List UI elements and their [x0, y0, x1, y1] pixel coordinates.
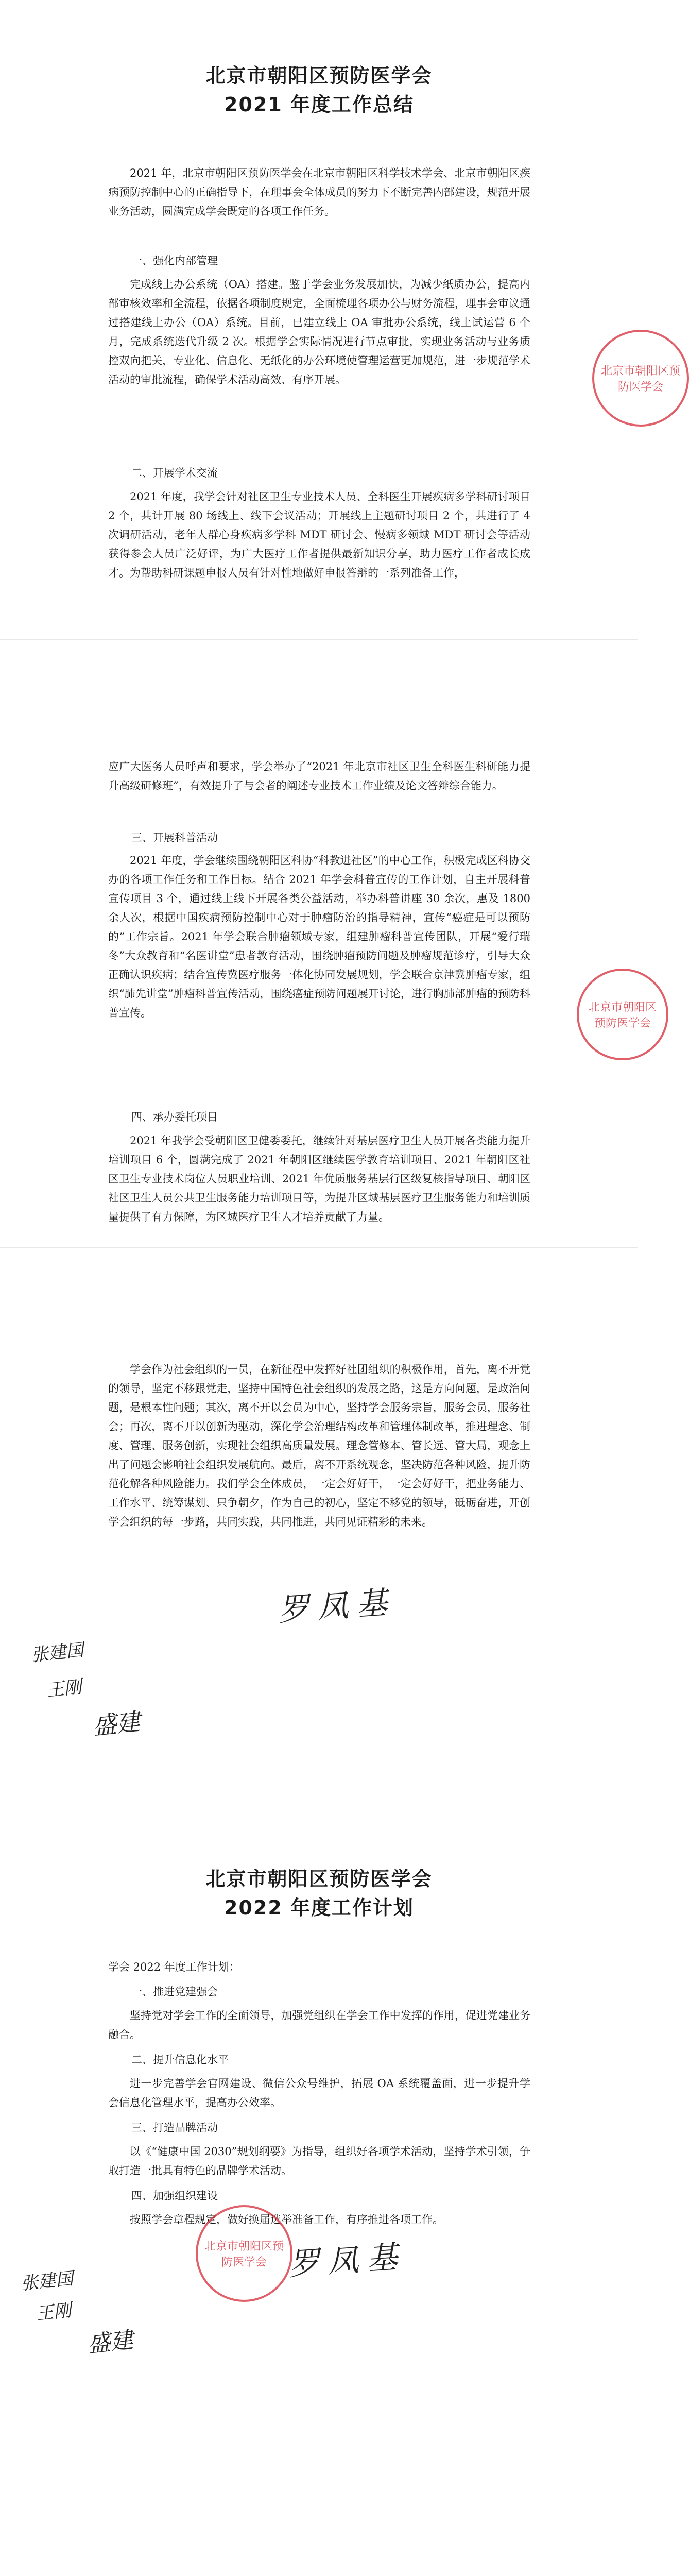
doc1-title-line2: 2021 年度工作总结	[224, 93, 414, 116]
page-break	[0, 639, 638, 640]
signature-name-2-2: 王刚	[35, 2300, 73, 2325]
red-seal-stamp-2	[577, 969, 668, 1060]
doc1-section2-text: 2021 年度，我学会针对社区卫生专业技术人员、全科医生开展疾病多学科研讨项目 2 个，共计开展 80 场线上、线下会议活动；开展线上主题研讨项目 2 个，共进行了 4 次调研活动，老年人群心身疾病多学科 MDT 研讨会、慢病多领域 MDT 研讨会等活动获得参会人员广泛好评，为广大医疗工作者提供最新知识分享，助力医疗工作者成长成才。为帮助科研课题申报人员有针对性地做好申报答辩的一系列准备工作，	[108, 490, 530, 579]
stamp-text-3: 北京市朝阳区预防医学会	[204, 2240, 284, 2269]
doc2-title-line2: 2022 年度工作计划	[224, 1896, 414, 1919]
doc2-section1-heading: 一、推进党建强会	[131, 1986, 218, 1998]
signature-name-1: 张建国	[30, 1639, 85, 1666]
doc2-section2-text: 进一步完善学会官网建设、微信公众号维护，拓展 OA 系统覆盖面，进一步提升学会信息化管理水平，提高办公效率。	[108, 2077, 530, 2109]
doc2-section3-heading: 三、打造品牌活动	[131, 2122, 218, 2134]
doc2-section1-text: 坚持党对学会工作的全面领导，加强党组织在学会工作中发挥的作用，促进党建业务融合。	[108, 2009, 530, 2041]
stamp-text: 北京市朝阳区预防医学会	[600, 365, 680, 394]
doc1-section2-heading: 二、开展学术交流	[131, 467, 218, 479]
doc2-section2-heading: 二、提升信息化水平	[131, 2054, 229, 2066]
stamp-text-2: 北京市朝阳区预防医学会	[588, 1001, 657, 1030]
doc2-title-line1: 北京市朝阳区预防医学会	[205, 1868, 433, 1890]
red-seal-stamp	[592, 330, 689, 427]
doc1-section3-heading: 三、开展科普活动	[131, 832, 218, 844]
signature-main-2: 罗凤基	[287, 2239, 407, 2283]
doc1-conclusion: 学会作为社会组织的一员，在新征程中发挥好社团组织的积极作用，首先，离不开党的领导，坚定不移跟党走，坚持中国特色社会组织的发展之路，这是方向问题，是政治问题，是根本性问题；其次，离不开以会员为中心，坚持学会服务宗旨，服务会员，服务社会；再次，离不开以创新为驱动，深化学会治理结构改革和管理体制改革，推进理念、制度、管理、服务创新，实现社会组织高质量发展。理念管修本、管长远、管大局，观念上出了问题会影响社会组织发展航向。最后，离不开系统观念，坚决防范各种风险，提升防范化解各种风险能力。我们学会全体成员，一定会好好干，一定会好好干，把业务能力、工作水平、统筹谋划、只争朝夕，作为自己的初心，坚定不移党的领导，砥砺奋进，开创学会组织的每一步路，共同实践，共同推进，共同见证精彩的未来。	[108, 1363, 530, 1528]
page-break-2	[0, 1247, 638, 1248]
doc2-section3-text: 以《“健康中国 2030”规划纲要》为指导，组织好各项学术活动，坚持学术引领，争取打造一批具有特色的品牌学术活动。	[108, 2145, 530, 2177]
doc1-section4-heading: 四、承办委托项目	[131, 1111, 218, 1123]
signature-name-2-3: 盛建	[87, 2327, 134, 2358]
signature-name-2: 王刚	[45, 1676, 83, 1701]
doc1-section2-continued: 应广大医务人员呼声和要求，学会举办了“2021 年北京市社区卫生全科医生科研能力提升高级研修班”，有效提升了与会者的阐述专业技术工作业绩及论文答辩综合能力。	[108, 760, 530, 792]
doc1-section1-text: 完成线上办公系统（OA）搭建。鉴于学会业务发展加快，为减少纸质办公，提高内部审核效率和全流程，依据各项制度规定，全面梳理各项办公与财务流程，理事会审议通过搭建线上办公（OA）系统。目前，已建立线上 OA 审批办公系统，线上试运营 6 个月，完成系统迭代升级 2 次。根据学会实际情况进行节点审批，实现业务活动与业务质控双向把关，专业化、信息化、无纸化的办公环境使管理运营更加规范，进一步规范学术活动的审批流程，确保学术活动高效、有序开展。	[108, 278, 530, 386]
doc2-intro: 学会 2022 年度工作计划：	[108, 1961, 240, 1973]
red-seal-stamp-3	[196, 2205, 292, 2302]
doc1-section1-heading: 一、强化内部管理	[131, 255, 218, 267]
doc2-section4-heading: 四、加强组织建设	[131, 2190, 218, 2202]
doc-2022-plan	[0, 1803, 638, 2576]
signature-main: 罗凤基	[277, 1584, 397, 1629]
doc1-section4-text: 2021 年我学会受朝阳区卫健委委托，继续针对基层医疗卫生人员开展各类能力提升培训项目 6 个，圆满完成了 2021 年朝阳区继续医学教育培训项目、2021 年朝阳区社区卫生专业技术岗位人员职业培训、2021 年优质服务基层行区级复核指导项目、朝阳区社区卫生人员公共卫生服务能力培训项目等，为提升区域基层医疗卫生服务能力和培训质量提供了有力保障，为区域医疗卫生人才培养贡献了力量。	[108, 1134, 530, 1223]
doc2-section4-text: 按照学会章程规定，做好换届选举准备工作，有序推进各项工作。	[130, 2213, 443, 2226]
doc1-section3-text: 2021 年度，学会继续围绕朝阳区科协“科教进社区”的中心工作，积极完成区科协交办的各项工作任务和工作目标。结合 2021 年学会科普宣传的工作计划，自主开展科普宣传项目 3 个，通过线上线下开展各类公益活动，举办科普讲座 30 余次，惠及 1800 余人次，根据中国疾病预防控制中心对于肿瘤防治的指导精神，宣传“癌症是可以预防的”工作宗旨。2021 年学会联合肿瘤领域专家，组建肿瘤科普宣传团队，开展“爱行瑞冬”大众教育和“名医讲堂”患者教育活动，围绕肿瘤预防问题及肿瘤规范诊疗，引导大众正确认识疾病；结合宣传冀医疗服务一体化协同发展规划，学会联合京津冀肿瘤专家，组织“肺先讲堂”肿瘤科普宣传活动，围绕癌症预防问题展开讨论，进行胸肺部肿瘤的预防科普宣传。	[108, 854, 530, 1019]
doc1-intro: 2021 年，北京市朝阳区预防医学会在北京市朝阳区科学技术学会、北京市朝阳区疾病预防控制中心的正确指导下，在理事会全体成员的努力下不断完善内部建设，规范开展业务活动，圆满完成学会既定的各项工作任务。	[108, 167, 530, 217]
doc1-title-line1: 北京市朝阳区预防医学会	[205, 64, 433, 87]
signature-name-3: 盛建	[91, 1707, 142, 1740]
signature-name-2-1: 张建国	[20, 2268, 75, 2295]
